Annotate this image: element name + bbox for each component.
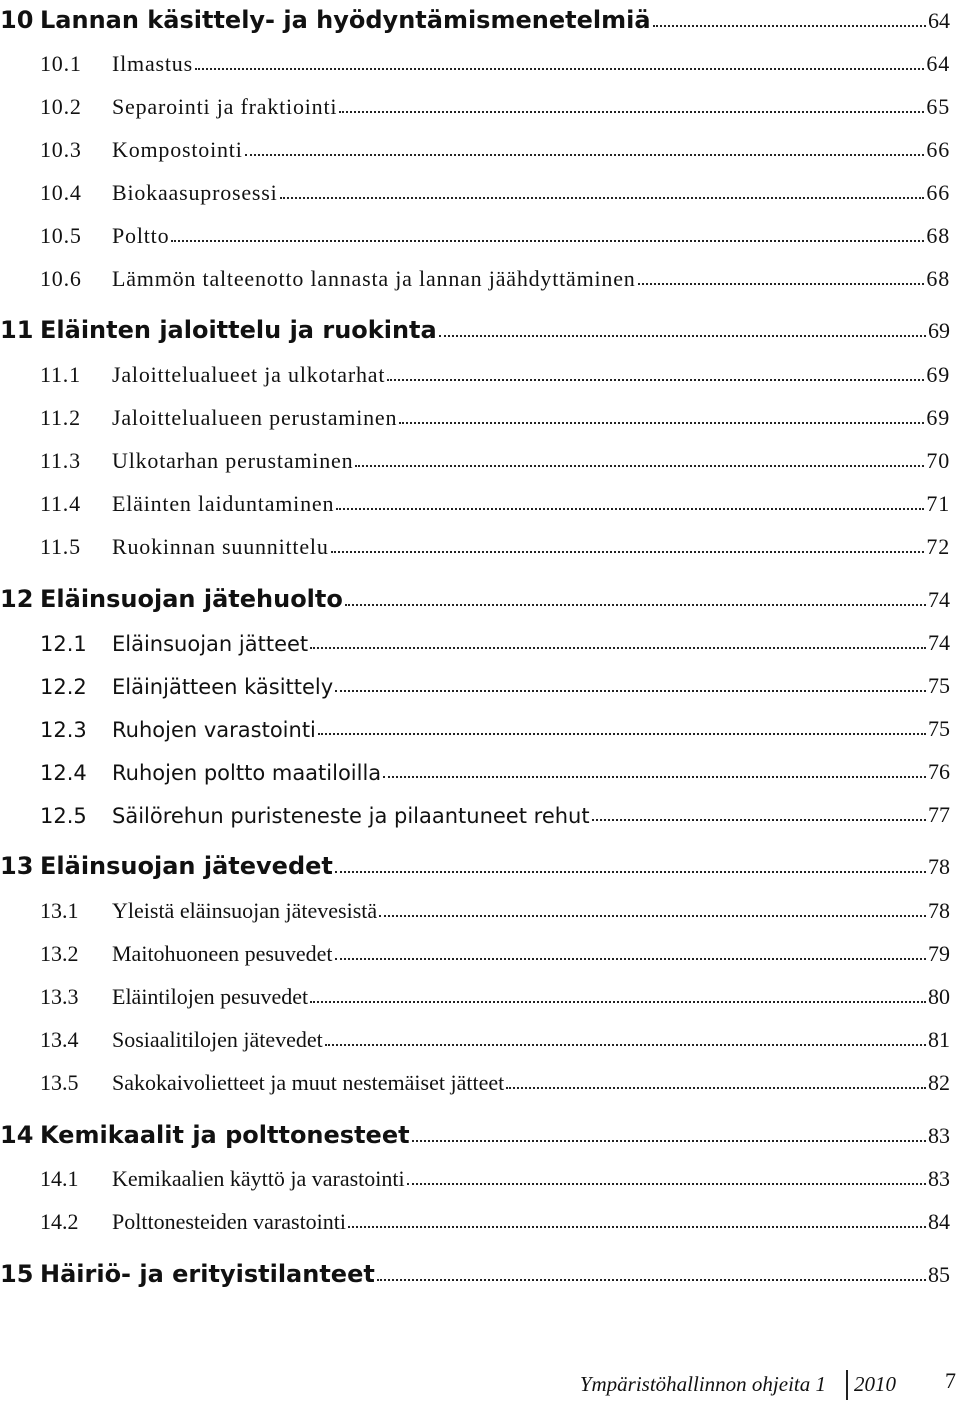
publication-title: Ympäristöhallinnon ohjeita 1 xyxy=(579,1372,826,1396)
toc-page: 85 xyxy=(928,1262,950,1287)
toc-number: 10.1 xyxy=(40,51,82,76)
toc-title: Sakokaivolietteet ja muut nestemäiset jätteet xyxy=(112,1070,505,1095)
toc-entry[interactable] xyxy=(0,86,950,120)
toc-number: 13.4 xyxy=(40,1027,79,1052)
toc-number: 10.5 xyxy=(40,223,82,248)
toc-title: Ilmastus xyxy=(112,51,193,76)
toc-page: 68 xyxy=(926,266,950,291)
toc-entry[interactable] xyxy=(0,708,950,742)
toc-number: 11.4 xyxy=(40,491,81,516)
footer-publication xyxy=(580,1372,896,1397)
toc-entry[interactable] xyxy=(0,354,950,388)
toc-number: 13.1 xyxy=(40,898,79,923)
dot-leader xyxy=(412,1140,926,1142)
toc-number: 12.4 xyxy=(40,761,87,785)
toc-entry[interactable] xyxy=(0,440,950,474)
toc-title: Eläinten jaloittelu ja ruokinta xyxy=(40,316,437,344)
toc-title: Polttonesteiden varastointi xyxy=(112,1209,347,1234)
toc-title: Lannan käsittely- ja hyödyntämismenetelmiä xyxy=(40,6,651,34)
dot-leader xyxy=(171,240,924,242)
toc-title: Kemikaalit ja polttonesteet xyxy=(40,1121,410,1149)
dot-leader xyxy=(339,111,924,113)
toc-page: 74 xyxy=(928,630,950,655)
publication-year: 2010 xyxy=(854,1372,896,1396)
dot-leader xyxy=(280,197,925,199)
toc-number: 12.2 xyxy=(40,675,87,699)
toc-number: 10.6 xyxy=(40,266,82,291)
page-number: 7 xyxy=(945,1368,956,1393)
toc-page: 78 xyxy=(928,898,950,923)
toc-page: 69 xyxy=(926,405,950,430)
page-footer xyxy=(0,1370,960,1404)
toc-number: 15 xyxy=(0,1260,34,1288)
toc-page: 81 xyxy=(928,1027,950,1052)
dot-leader xyxy=(348,1226,926,1228)
footer-divider xyxy=(846,1370,848,1400)
toc-entry[interactable] xyxy=(0,751,950,785)
dot-leader xyxy=(335,871,926,873)
dot-leader xyxy=(377,1279,926,1281)
toc-page: 71 xyxy=(926,491,950,516)
toc-title: Ulkotarhan perustaminen xyxy=(112,448,354,473)
toc-entry[interactable] xyxy=(0,172,950,206)
toc-entry[interactable] xyxy=(0,976,950,1010)
toc-number: 13.5 xyxy=(40,1070,79,1095)
dot-leader xyxy=(345,604,926,606)
toc-title: Ruokinnan suunnittelu xyxy=(112,534,329,559)
toc-title: Häiriö- ja erityistilanteet xyxy=(40,1260,375,1288)
toc-number: 13.3 xyxy=(40,984,79,1009)
dot-leader xyxy=(335,690,926,692)
toc-page: 75 xyxy=(928,716,950,741)
toc-page: 75 xyxy=(928,673,950,698)
toc-title: Biokaasuprosessi xyxy=(112,180,278,205)
toc-entry[interactable] xyxy=(0,526,950,560)
toc-page: 66 xyxy=(926,137,950,162)
toc-number: 11 xyxy=(0,316,34,344)
toc-entry[interactable] xyxy=(0,1254,950,1288)
toc-number: 13.2 xyxy=(40,941,79,966)
toc-entry[interactable] xyxy=(0,794,950,828)
toc-entry[interactable] xyxy=(0,1158,950,1192)
toc-number: 13 xyxy=(0,852,34,880)
toc-number: 12.3 xyxy=(40,718,87,742)
toc-title: Eläinjätteen käsittely xyxy=(112,675,334,699)
toc-title: Jaloittelualueen perustaminen xyxy=(112,405,398,430)
dot-leader xyxy=(506,1087,926,1089)
toc-title: Lämmön talteenotto lannasta ja lannan jäähdyttäminen xyxy=(112,266,636,291)
toc-page: 80 xyxy=(928,984,950,1009)
toc-entry[interactable] xyxy=(0,579,950,613)
toc-title: Kemikaalien käyttö ja varastointi xyxy=(112,1166,405,1191)
toc-number: 14.2 xyxy=(40,1209,79,1234)
toc-page: 65 xyxy=(926,94,950,119)
toc-page: 64 xyxy=(928,8,950,33)
toc-number: 14 xyxy=(0,1121,34,1149)
toc-page: 79 xyxy=(928,941,950,966)
toc-number: 11.1 xyxy=(40,362,81,387)
toc-title: Eläinsuojan jätevedet xyxy=(40,852,333,880)
dot-leader xyxy=(325,1044,926,1046)
toc-title: Eläinten laiduntaminen xyxy=(112,491,335,516)
toc-title: Eläinsuojan jätehuolto xyxy=(40,585,343,613)
dot-leader xyxy=(379,915,926,917)
toc-title: Separointi ja fraktiointi xyxy=(112,94,338,119)
toc-title: Eläinsuojan jätteet xyxy=(112,632,309,656)
toc-entry[interactable] xyxy=(0,1062,950,1096)
toc-entry[interactable] xyxy=(0,622,950,656)
toc-page: 66 xyxy=(926,180,950,205)
toc-number: 12 xyxy=(0,585,34,613)
toc-title: Kompostointi xyxy=(112,137,243,162)
toc-title: Säilörehun puristeneste ja pilaantuneet rehut xyxy=(112,804,590,828)
toc-number: 11.3 xyxy=(40,448,81,473)
toc-title: Eläintilojen pesuvedet xyxy=(112,984,309,1009)
toc-page: 83 xyxy=(928,1166,950,1191)
toc-entry[interactable] xyxy=(0,933,950,967)
dot-leader xyxy=(407,1183,926,1185)
toc-number: 10.3 xyxy=(40,137,82,162)
toc-page: 64 xyxy=(926,51,950,76)
toc-title: Poltto xyxy=(112,223,170,248)
toc-number: 11.2 xyxy=(40,405,81,430)
toc-entry[interactable] xyxy=(0,43,950,77)
toc-page: 69 xyxy=(926,362,950,387)
toc-page: 82 xyxy=(928,1070,950,1095)
dot-leader xyxy=(592,819,926,821)
toc-entry[interactable] xyxy=(0,258,950,292)
toc-page: 70 xyxy=(926,448,950,473)
toc-entry[interactable] xyxy=(0,310,950,344)
toc-title: Ruhojen varastointi xyxy=(112,718,316,742)
dot-leader xyxy=(195,68,924,70)
toc-entry[interactable] xyxy=(0,215,950,249)
dot-leader xyxy=(336,508,924,510)
dot-leader xyxy=(653,25,926,27)
toc-entry[interactable] xyxy=(0,1115,950,1149)
toc-page: 78 xyxy=(928,854,950,879)
toc-number: 10.2 xyxy=(40,94,82,119)
toc-page: 72 xyxy=(926,534,950,559)
toc-title: Yleistä eläinsuojan jätevesistä xyxy=(112,898,378,923)
toc-entry[interactable] xyxy=(0,129,950,163)
toc-entry[interactable] xyxy=(0,890,950,924)
toc-number: 10 xyxy=(0,6,34,34)
dot-leader xyxy=(638,283,925,285)
toc-title: Sosiaalitilojen jätevedet xyxy=(112,1027,323,1052)
toc-entry[interactable] xyxy=(0,665,950,699)
toc-page: 83 xyxy=(928,1123,950,1148)
toc-number: 14.1 xyxy=(40,1166,79,1191)
dot-leader xyxy=(399,422,924,424)
toc-entry[interactable] xyxy=(0,483,950,517)
dot-leader xyxy=(387,379,924,381)
toc-number: 12.5 xyxy=(40,804,87,828)
dot-leader xyxy=(335,958,926,960)
dot-leader xyxy=(439,335,926,337)
toc-number: 12.1 xyxy=(40,632,87,656)
toc-entry[interactable] xyxy=(0,0,950,34)
toc-page: 77 xyxy=(928,802,950,827)
toc-page: 76 xyxy=(928,759,950,784)
dot-leader xyxy=(310,1001,926,1003)
dot-leader xyxy=(331,551,925,553)
toc-entry[interactable] xyxy=(0,397,950,431)
toc-page: 74 xyxy=(928,587,950,612)
dot-leader xyxy=(383,776,926,778)
toc-page: 68 xyxy=(926,223,950,248)
toc-title: Ruhojen poltto maatiloilla xyxy=(112,761,382,785)
toc-entry[interactable] xyxy=(0,1201,950,1235)
toc-entry[interactable] xyxy=(0,846,950,880)
dot-leader xyxy=(310,647,926,649)
toc-title: Jaloittelualueet ja ulkotarhat xyxy=(112,362,386,387)
toc-page: 84 xyxy=(928,1209,950,1234)
toc-number: 10.4 xyxy=(40,180,82,205)
toc-entry[interactable] xyxy=(0,1019,950,1053)
toc-number: 11.5 xyxy=(40,534,81,559)
dot-leader xyxy=(245,154,925,156)
toc-page: 69 xyxy=(928,318,950,343)
dot-leader xyxy=(355,465,924,467)
dot-leader xyxy=(318,733,926,735)
toc-title: Maitohuoneen pesuvedet xyxy=(112,941,333,966)
